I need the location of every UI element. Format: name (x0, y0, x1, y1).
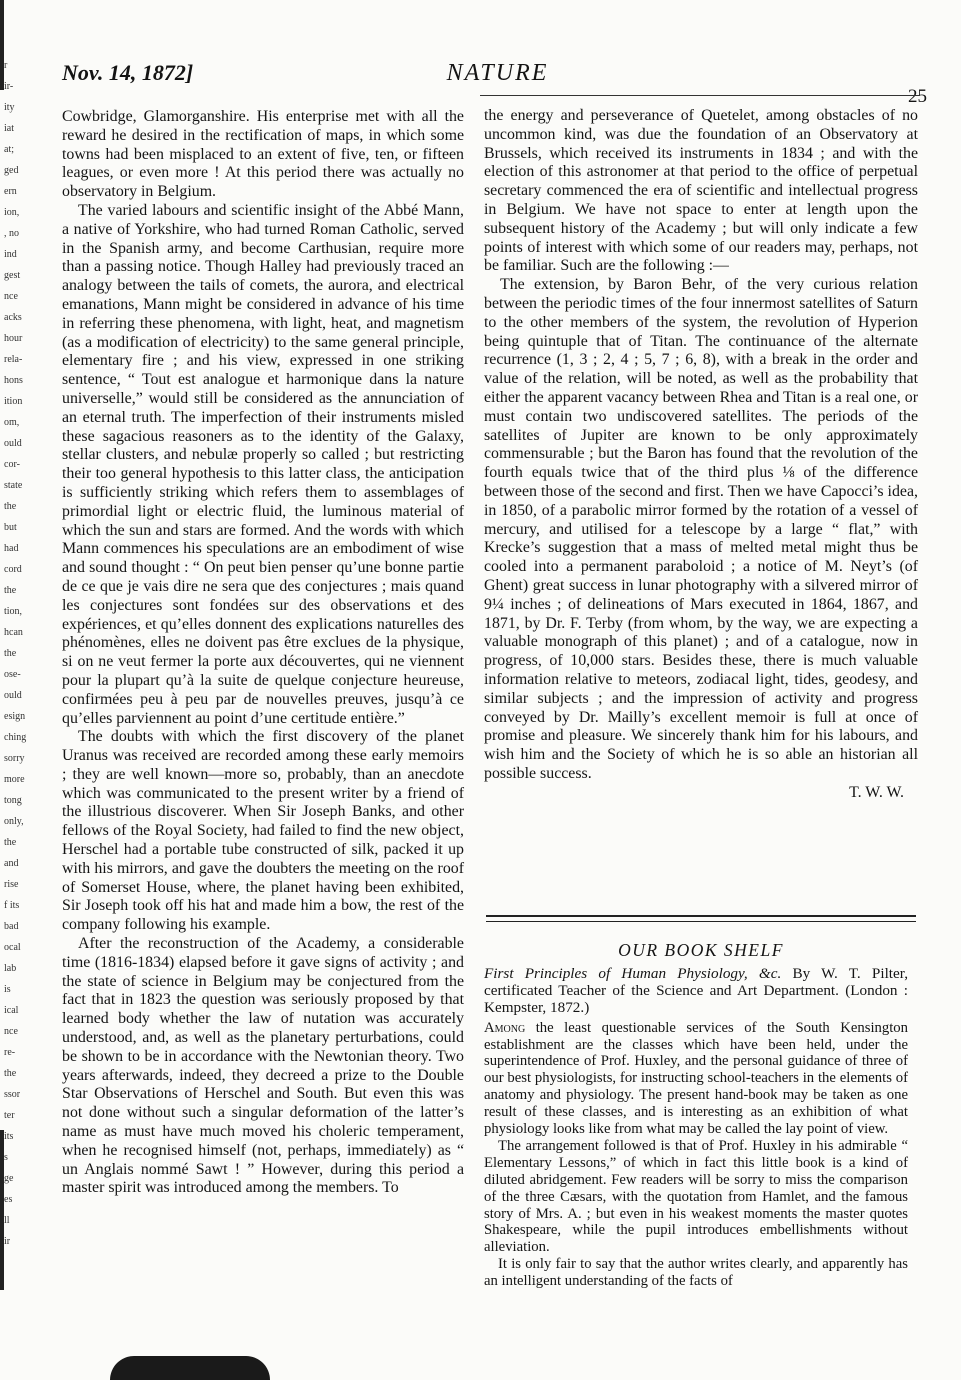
journal-title: NATURE (446, 60, 549, 86)
margin-fragment: the (4, 585, 17, 596)
margin-fragment: bad (4, 921, 19, 932)
margin-fragment: sorry (4, 753, 25, 764)
book-details: By W. T. Pilter, certificated Teacher of the Science and Art Department. (London : Kempster, 1872.) (484, 965, 909, 1017)
margin-fragment: hour (4, 333, 23, 344)
paragraph: The varied labours and scientific insight of the Abbé Mann, a native of Yorkshire, who had turned Roman Catholic, served in the Spanish army, and become Carthusian, require more than a passing notice. Though Halley had previously traced an analogy between the tails of comets, the aurora, and electrical emanations, Mann might be considered in advance of his time in referring these phenomena, with light, heat, and magnetism (as a modification of electricity) to the same general principle, elementary fire ; and his view, expressed in one striking sentence, “ Tout est analogue et harmonique dans la nature universelle,” would still be considered as the annunciation of an eternal truth. The imperfection of their instruments misled these sagacious reasoners as to the identity of the Galaxy, stellar clusters, and nebulæ properly so called ; but restricting their too general hypothesis to this latter class, the anticipation is sufficiently striking which refers them to assemblages of primordial light or electric fluid, the luminous material of which the sun and stars are formed. And the words with which Mann commences his speculations are an embodiment of wise and sound thought : “ On peut bien penser qu’une bonne partie de ce que je vais dire ne sera que des conjectures ; mais quand les conjectures sont fondées sur des observations et des expériences, et qu’elles donnent des explications naturelles des phénomènes, elles ne doivent pas être exclues de la physique, si on ne veut fermer la porte aux découvertes, qui ne viennent pour la plupart qu’à la suite de quelque conjecture heureuse, confirmées peu à peu par de nouvelles preuves, jusqu’à ce qu’elles parviennent au point d’une certitude entière.” (62, 201, 464, 727)
margin-fragment: hons (4, 375, 23, 386)
margin-fragment: ged (4, 165, 19, 176)
margin-fragment: the (4, 648, 17, 659)
paragraph: Among the least questionable services of the South Kensington establishment are the classes which have been held, under the superintendence of Prof. Huxley, and the personal guidance of three of our best physiologists, for instructing school-teachers in the elements of anatomy and physiology. The present hand-book may be taken as one result of these classes, and is interesting as an exhibition of what physiology looks like from what may be called the lay point of view. (484, 1019, 908, 1138)
running-header (60, 60, 935, 107)
paragraph: the energy and perseverance of Quetelet, among obstacles of no uncommon kind, was due the foundation of an Observatory at Brussels, which received its instruments in 1834 ; and with the election of this astronomer at that period to the office of perpetual secretary commenced the era of scientific and intellectual progress in Belgium. We have not space to enter at length upon the subsequent history of the Academy ; but will only indicate a few points of interest with which some of our readers may, perhaps, not be familiar. Such are the following :— (484, 107, 918, 275)
paragraph: It is only fair to say that the author writes clearly, and apparently has an intelligent understanding of the facts of (484, 1256, 908, 1290)
margin-fragment: nce (4, 1026, 18, 1037)
margin-fragment: ition (4, 396, 23, 407)
author-signature: T. W. W. (849, 783, 904, 801)
margin-fragment: ge (4, 1173, 14, 1184)
margin-fragment: f its (4, 900, 20, 911)
margin-fragment: ter (4, 1110, 15, 1121)
margin-fragment: lab (4, 963, 17, 974)
margin-fragment: re- (4, 1047, 16, 1058)
margin-fragment: cord (4, 564, 22, 575)
margin-fragment: is (4, 984, 11, 995)
margin-fragment: its (4, 1131, 14, 1142)
book-heading (466, 965, 908, 1017)
margin-fragment: ity (4, 102, 15, 113)
margin-fragment: only, (4, 816, 24, 827)
margin-fragment: ll (4, 1215, 10, 1226)
margin-fragment: nce (4, 291, 18, 302)
margin-fragment: tion, (4, 606, 23, 617)
margin-fragment: and (4, 858, 19, 869)
paragraph: Cowbridge, Glamorganshire. His enterprise met with all the reward he desired in the rectification of maps, in which some towns had been misplaced to an extent of five, ten, or fifteen leagues, or even more ! At this period there was actually no observatory in Belgium. (62, 108, 464, 201)
margin-fragment: the (4, 1068, 17, 1079)
margin-fragment: more (4, 774, 25, 785)
margin-fragment: , no (4, 228, 19, 239)
margin-fragment: had (4, 543, 19, 554)
margin-fragment: tong (4, 795, 22, 806)
margin-fragment: gest (4, 270, 21, 281)
margin-fragment: ould (4, 690, 22, 701)
right-column (484, 107, 918, 907)
ink-smudge (110, 1356, 270, 1380)
margin-fragment: esign (4, 711, 26, 722)
paragraph: After the reconstruction of the Academy, a considerable time (1816-1834) elapsed before it gave signs of activity ; and the state of science in Belgium may be conjectured from the fact that in 1823 the question was seriously proposed by that learned body whether the law of nutation was accurately understood, and, as well as the planetary perturbations, could be shown to be in accordance with the Newtonian theory. Two years afterwards, indeed, they decreed a prize to the Double Star Observations of Herschel and South. But even this was not done without such a singular deformation of the latter’s name as must have much moved his choleric temperament, when he recognised himself (not, perhaps, immediately) as “ un Anglais nommé Sawt ! ” However, during this period a master spirit was introduced among the members. To (62, 935, 464, 1197)
left-column (62, 108, 464, 1333)
margin-fragment: ching (4, 732, 27, 743)
margin-fragment: ir (4, 1236, 11, 1247)
paragraph: The doubts with which the first discovery of the planet Uranus was received are recorded among these early memoirs ; they are well known—more so, probably, than an anecdote which was communicated to the present writer by a friend of the illustrious discoverer. When Sir Joseph Banks, and other fellows of the Royal Society, had failed to find the new object, Herschel had a portable tube constructed of silk, packed it up with his mirrors, and gave the doubters the meeting on the roof of Somerset House, where, the planet having been exhibited, Sir Joseph took off his hat and made him a bow, the rest of the company following his example. (62, 728, 464, 934)
margin-fragment: ocal (4, 942, 21, 953)
issue-date: Nov. 14, 1872] (62, 60, 194, 85)
section-title: OUR BOOK SHELF (618, 940, 784, 960)
margin-fragment: ion, (4, 207, 20, 218)
header-rule (480, 95, 920, 96)
margin-fragment: hcan (4, 627, 23, 638)
margin-fragment: s (4, 1152, 8, 1163)
margin-fragment: ose- (4, 669, 21, 680)
paragraph: The arrangement followed is that of Prof. Huxley in his admirable “ Elementary Lessons,” of which in fact this little book is a kind of diluted abridgement. Few readers will be sorry to miss the comparison of the three Cæsars, with the quotation from Hamlet, and the famous story of Mrs. A. ; but even in his weakest moments the master quotes Shakespeare, while the pupil introduces embellishments without alleviation. (484, 1137, 908, 1256)
drop-word: Among (484, 1019, 526, 1036)
margin-fragment: om, (4, 417, 20, 428)
margin-fragment: ould (4, 438, 22, 449)
margin-fragment: cor- (4, 459, 20, 470)
margin-fragment: iat (4, 123, 14, 134)
adjacent-page-fragments (4, 60, 27, 1257)
margin-fragment: acks (4, 312, 22, 323)
margin-fragment: but (4, 522, 17, 533)
margin-fragment: ir- (4, 81, 14, 92)
margin-fragment: at; (4, 144, 14, 155)
margin-fragment: the (4, 501, 17, 512)
margin-fragment: ical (4, 1005, 19, 1016)
margin-fragment: ern (4, 186, 17, 197)
paragraph: The extension, by Baron Behr, of the very curious relation between the periodic times of the four innermost satellites of Saturn to the other members of the system, the revolution of Hyperion being quintuple that of Titan. The continuance of the alternate recurrence (1, 3 ; 2, 4 ; 5, 7 ; 6, 8), with a break in the order and value of the relation, will be noted, as well as the probability that either the apparent vacancy between Rhea and Titan is a real one, or must contain two undiscovered satellites. The periods of the satellites of Jupiter are known to be only approximately commensurable ; but the Baron has found that the revolution of the fourth equals twice that of the third plus ⅛ of the difference between those of the second and first. Then we have Capocci’s idea, in 1850, of a parabolic mirror formed by the rotation of a vessel of mercury, and utilised for a telescope by a large “ flat,” with Krecke’s suggestion that a mass of melted metal might thus be cooled into a permanent paraboloid ; a notice of M. Neyt’s (of Ghent) great success in lunar photography with a silvered mirror of 9¼ inches ; of delineations of Mars executed in 1864, 1867, and 1871, by Dr. F. Terby (from whom, by the way, we are expecting a valuable monograph of this planet) ; and of a catalogue, now in progress, of 10,000 stars. Besides these, there is much valuable information relative to meteors, zodiacal light, tides, geodesy, and similar subjects ; and the impression of activity and progress conveyed by Dr. Mailly’s excellent memoir is full at once of promise and pleasure. We sincerely thank him for his labours, and wish him and the Society of which he is so able an historian all possible success. (484, 276, 918, 782)
margin-fragment: state (4, 480, 23, 491)
margin-fragment: ssor (4, 1089, 21, 1100)
book-review (484, 965, 908, 1290)
margin-fragment: rise (4, 879, 19, 890)
section-divider (486, 915, 916, 922)
margin-fragment: es (4, 1194, 13, 1205)
book-title: First Principles of Human Physiology, &c. (484, 965, 782, 982)
margin-fragment: rela- (4, 354, 23, 365)
margin-fragment: the (4, 837, 17, 848)
margin-fragment: ind (4, 249, 17, 260)
margin-fragment: r (4, 60, 8, 71)
page-number: 25 (908, 86, 927, 107)
